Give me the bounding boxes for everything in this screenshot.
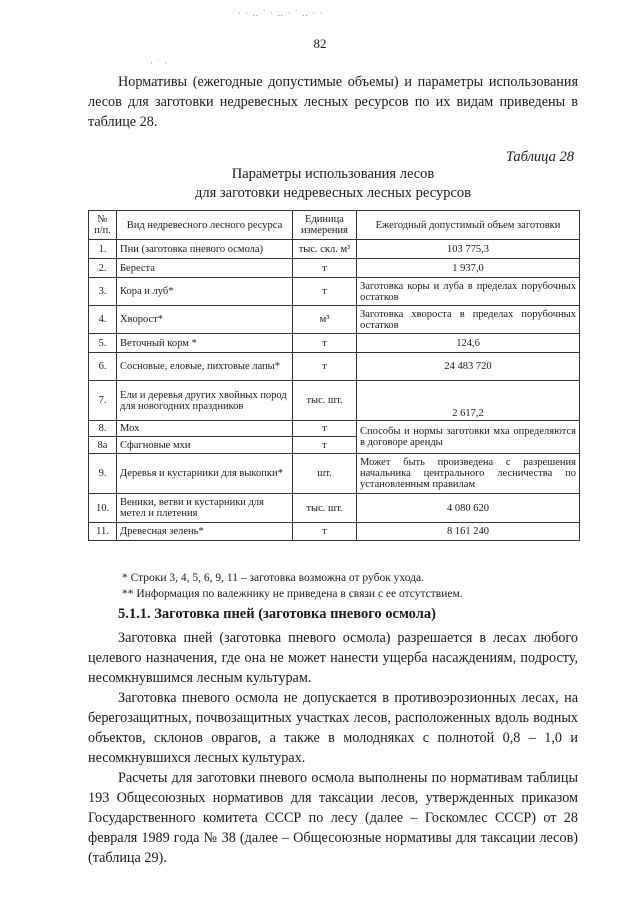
- row-unit: тыс. шт.: [293, 494, 357, 523]
- row-type: Ели и деревья других хвойных пород для новогодних праздников: [117, 381, 293, 421]
- resources-table: [88, 210, 580, 541]
- row-unit: т: [293, 437, 357, 454]
- table-title: [88, 165, 578, 203]
- row-unit: т: [293, 421, 357, 437]
- footnotes: [122, 570, 582, 602]
- table-row: [89, 259, 580, 278]
- row-unit: тыс. скл. м³: [293, 240, 357, 259]
- table-row: [89, 381, 580, 421]
- table-row: [89, 334, 580, 353]
- table-label: Таблица 28: [505, 149, 574, 165]
- row-volume: 24 483 720: [357, 353, 580, 381]
- header-volume: Ежегодный допустимый объем заготовки: [357, 211, 580, 240]
- row-num: 2.: [89, 259, 117, 278]
- row-num: 4.: [89, 306, 117, 334]
- footnote-1: * Строки 3, 4, 5, 6, 9, 11 – заготовка возможна от рубок ухода.: [122, 572, 424, 584]
- row-unit: т: [293, 278, 357, 306]
- scan-artifact: · ˙ ·: [150, 58, 169, 68]
- table-row: [89, 306, 580, 334]
- table-title-line-1: Параметры использования лесов: [231, 166, 435, 182]
- row-num: 8.: [89, 421, 117, 437]
- table-row: [89, 278, 580, 306]
- row-num: 10.: [89, 494, 117, 523]
- row-volume: 2 617,2: [357, 381, 580, 421]
- section-heading: 5.1.1. Заготовка пней (заготовка пневого осмола): [118, 606, 436, 622]
- row-type: Сфагновые мхи: [117, 437, 293, 454]
- row-unit: т: [293, 523, 357, 541]
- row-num: 9.: [89, 454, 117, 494]
- row-type: Сосновые, еловые, пихтовые лапы*: [117, 353, 293, 381]
- row-num: 3.: [89, 278, 117, 306]
- row-volume: Заготовка коры и луба в пределах порубочных остатков: [357, 278, 580, 306]
- row-type: Веточный корм *: [117, 334, 293, 353]
- row-unit: т: [293, 334, 357, 353]
- row-unit: тыс. шт.: [293, 381, 357, 421]
- row-num: 5.: [89, 334, 117, 353]
- row-volume: 4 080 620: [357, 494, 580, 523]
- row-volume: Заготовка хвороста в пределах порубочных остатков: [357, 306, 580, 334]
- body-paragraph-3: Расчеты для заготовки пневого осмола выполнены по нормативам таблицы 193 Общесоюзных нормативов для таксации лесов, утвержденных приказом Государственного комитета СССР по лесу (далее – Госкомлес СССР) от 28 февраля 1989 года № 38 (далее – Общесоюзные нормативы для таксации лесов) (таблица 29).: [88, 770, 578, 866]
- table-row: [89, 240, 580, 259]
- row-type: Веники, ветви и кустарники для метел и плетения: [117, 494, 293, 523]
- body-paragraph-1: Заготовка пней (заготовка пневого осмола) разрешается в лесах любого целевого назначения, где она не может нанести ущерба насаждениям, подросту, несомкнувшимся лесным культурам.: [88, 630, 578, 686]
- row-type: Деревья и кустарники для выкопки*: [117, 454, 293, 494]
- table-row: [89, 494, 580, 523]
- row-type: Береста: [117, 259, 293, 278]
- row-volume: 103 775,3: [357, 240, 580, 259]
- row-type: Древесная зелень*: [117, 523, 293, 541]
- table-row: [89, 523, 580, 541]
- header-unit: Единица измерения: [293, 211, 357, 240]
- row-num: 1.: [89, 240, 117, 259]
- row-volume: Может быть произведена с разрешения начальника центрального лесничества по установленным правилам: [357, 454, 580, 494]
- row-num: 11.: [89, 523, 117, 541]
- page-number: 82: [313, 36, 327, 51]
- body-paragraph-2: Заготовка пневого осмола не допускается в противоэрозионных лесах, на берегозащитных, почвозащитных участках лесов, расположенных вдоль водных объектов, склонов оврагов, а также в молодняках с полнотой 0,8 – 1,0 и несомкнувшихся лесных культурах.: [88, 690, 578, 766]
- row-num: 6.: [89, 353, 117, 381]
- table-header-row: [89, 211, 580, 240]
- table-title-line-2: для заготовки недревесных лесных ресурсов: [195, 185, 471, 201]
- row-volume: 1 937,0: [357, 259, 580, 278]
- header-num: № п/п.: [89, 211, 117, 240]
- table-row: [89, 454, 580, 494]
- table-row: [89, 353, 580, 381]
- row-type: Кора и луб*: [117, 278, 293, 306]
- row-type: Хворост*: [117, 306, 293, 334]
- row-volume: 124,6: [357, 334, 580, 353]
- row-unit: т: [293, 353, 357, 381]
- row-type: Мох: [117, 421, 293, 437]
- row-num: 7.: [89, 381, 117, 421]
- row-type: Пни (заготовка пневого осмола): [117, 240, 293, 259]
- intro-paragraph: Нормативы (ежегодные допустимые объемы) и параметры использования лесов для заготовки недревесных лесных ресурсов по их видам приведены в таблице 28.: [88, 74, 578, 130]
- table-row: [89, 421, 580, 437]
- row-volume: 8 161 240: [357, 523, 580, 541]
- row-unit: шт.: [293, 454, 357, 494]
- scan-artifact: · · ‥ ˙ · ‥ · ˙ ‥ · ·: [238, 8, 324, 18]
- row-unit: т: [293, 259, 357, 278]
- row-num: 8а: [89, 437, 117, 454]
- header-type: Вид недревесного лесного ресурса: [117, 211, 293, 240]
- footnote-2: ** Информация по валежнику не приведена в связи с ее отсутствием.: [122, 588, 463, 600]
- row-unit: м³: [293, 306, 357, 334]
- row-volume: Способы и нормы заготовки мха определяются в договоре аренды: [357, 421, 580, 454]
